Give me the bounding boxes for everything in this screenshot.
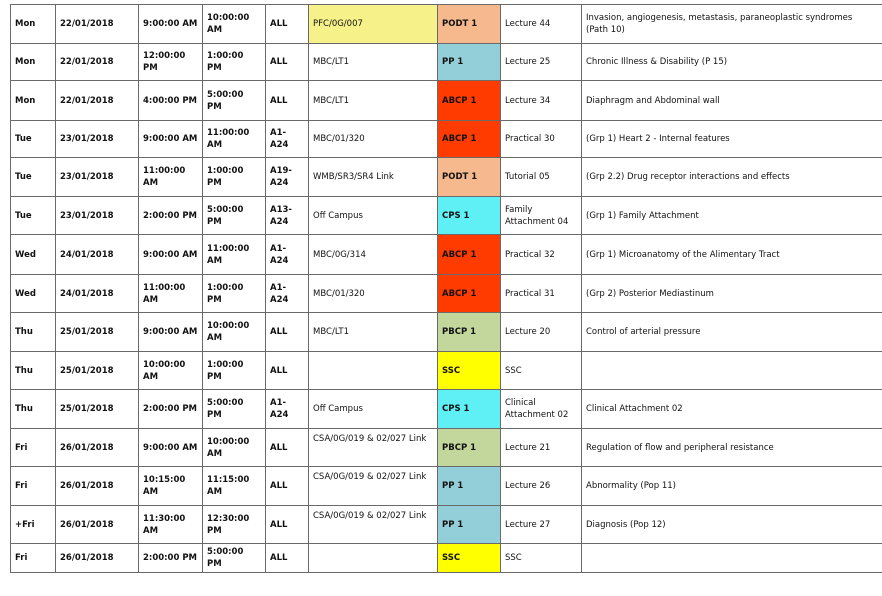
module-code-cell: PP 1	[438, 506, 501, 544]
table-row	[11, 81, 882, 121]
activity-cell: Tutorial 05	[501, 158, 582, 197]
start-time-cell: 9:00:00 AM	[139, 121, 203, 158]
topic-cell: (Grp 1) Heart 2 - Internal features	[582, 121, 882, 158]
start-time-cell: 11:30:00 AM	[139, 506, 203, 544]
timetable-body	[11, 5, 882, 573]
end-time-cell: 1:00:00 PM	[203, 275, 266, 313]
activity-cell: Lecture 34	[501, 81, 582, 121]
start-time-cell: 2:00:00 PM	[139, 390, 203, 429]
topic-cell: Diaphragm and Abdominal wall	[582, 81, 882, 121]
activity-cell: Lecture 21	[501, 429, 582, 467]
group-cell: A19- A24	[266, 158, 309, 197]
activity-cell: Lecture 27	[501, 506, 582, 544]
group-cell: ALL	[266, 81, 309, 121]
timetable	[10, 4, 882, 573]
table-row	[11, 506, 882, 544]
topic-cell: Diagnosis (Pop 12)	[582, 506, 882, 544]
room-cell: MBC/LT1	[309, 81, 438, 121]
end-time-cell: 5:00:00 PM	[203, 544, 266, 573]
day-cell: Wed	[11, 275, 56, 313]
start-time-cell: 12:00:00 PM	[139, 44, 203, 81]
table-row	[11, 390, 882, 429]
end-time-cell: 1:00:00 PM	[203, 44, 266, 81]
group-cell: ALL	[266, 352, 309, 390]
topic-cell	[582, 352, 882, 390]
start-time-cell: 9:00:00 AM	[139, 235, 203, 275]
room-cell: PFC/0G/007	[309, 5, 438, 44]
date-cell: 22/01/2018	[56, 5, 139, 44]
day-cell: Fri	[11, 429, 56, 467]
room-cell: CSA/0G/019 & 02/027 Link	[309, 506, 438, 544]
activity-cell: Family Attachment 04	[501, 197, 582, 235]
date-cell: 24/01/2018	[56, 275, 139, 313]
end-time-cell: 12:30:00 PM	[203, 506, 266, 544]
group-cell: ALL	[266, 544, 309, 573]
table-row	[11, 197, 882, 235]
table-row	[11, 429, 882, 467]
topic-cell: Abnormality (Pop 11)	[582, 467, 882, 506]
topic-cell: (Grp 2.2) Drug receptor interactions and effects	[582, 158, 882, 197]
group-cell: ALL	[266, 44, 309, 81]
topic-cell: (Grp 1) Family Attachment	[582, 197, 882, 235]
activity-cell: Practical 30	[501, 121, 582, 158]
module-code-cell: PODT 1	[438, 158, 501, 197]
activity-cell: Lecture 26	[501, 467, 582, 506]
end-time-cell: 5:00:00 PM	[203, 81, 266, 121]
day-cell: Wed	[11, 235, 56, 275]
table-row	[11, 235, 882, 275]
room-cell	[309, 544, 438, 573]
group-cell: A1- A24	[266, 121, 309, 158]
date-cell: 22/01/2018	[56, 44, 139, 81]
topic-cell: (Grp 1) Microanatomy of the Alimentary Tract	[582, 235, 882, 275]
end-time-cell: 1:00:00 PM	[203, 158, 266, 197]
group-cell: ALL	[266, 506, 309, 544]
table-row	[11, 352, 882, 390]
end-time-cell: 1:00:00 PM	[203, 352, 266, 390]
day-cell: Fri	[11, 544, 56, 573]
topic-cell: Chronic Illness & Disability (P 15)	[582, 44, 882, 81]
end-time-cell: 5:00:00 PM	[203, 197, 266, 235]
date-cell: 26/01/2018	[56, 506, 139, 544]
start-time-cell: 10:15:00 AM	[139, 467, 203, 506]
day-cell: Tue	[11, 121, 56, 158]
day-cell: Mon	[11, 5, 56, 44]
start-time-cell: 2:00:00 PM	[139, 197, 203, 235]
activity-cell: Clinical Attachment 02	[501, 390, 582, 429]
group-cell: A1- A24	[266, 390, 309, 429]
table-row	[11, 313, 882, 352]
end-time-cell: 5:00:00 PM	[203, 390, 266, 429]
table-row	[11, 121, 882, 158]
activity-cell: Practical 32	[501, 235, 582, 275]
room-cell: MBC/01/320	[309, 121, 438, 158]
module-code-cell: ABCP 1	[438, 275, 501, 313]
start-time-cell: 10:00:00 AM	[139, 352, 203, 390]
group-cell: A13- A24	[266, 197, 309, 235]
module-code-cell: PP 1	[438, 44, 501, 81]
day-cell: Mon	[11, 44, 56, 81]
module-code-cell: PP 1	[438, 467, 501, 506]
end-time-cell: 11:00:00 AM	[203, 235, 266, 275]
topic-cell	[582, 544, 882, 573]
start-time-cell: 9:00:00 AM	[139, 5, 203, 44]
start-time-cell: 9:00:00 AM	[139, 313, 203, 352]
day-cell: Thu	[11, 352, 56, 390]
activity-cell: Lecture 44	[501, 5, 582, 44]
group-cell: ALL	[266, 429, 309, 467]
date-cell: 25/01/2018	[56, 390, 139, 429]
date-cell: 26/01/2018	[56, 544, 139, 573]
module-code-cell: PBCP 1	[438, 313, 501, 352]
activity-cell: SSC	[501, 544, 582, 573]
start-time-cell: 9:00:00 AM	[139, 429, 203, 467]
module-code-cell: SSC	[438, 352, 501, 390]
table-row	[11, 275, 882, 313]
table-row	[11, 467, 882, 506]
group-cell: A1- A24	[266, 235, 309, 275]
start-time-cell: 4:00:00 PM	[139, 81, 203, 121]
date-cell: 25/01/2018	[56, 352, 139, 390]
module-code-cell: PODT 1	[438, 5, 501, 44]
date-cell: 23/01/2018	[56, 197, 139, 235]
start-time-cell: 11:00:00 AM	[139, 158, 203, 197]
group-cell: A1- A24	[266, 275, 309, 313]
date-cell: 25/01/2018	[56, 313, 139, 352]
room-cell	[309, 352, 438, 390]
topic-cell: Control of arterial pressure	[582, 313, 882, 352]
day-cell: +Fri	[11, 506, 56, 544]
room-cell: CSA/0G/019 & 02/027 Link	[309, 429, 438, 467]
topic-cell: Regulation of flow and peripheral resistance	[582, 429, 882, 467]
day-cell: Tue	[11, 158, 56, 197]
day-cell: Mon	[11, 81, 56, 121]
room-cell: Off Campus	[309, 197, 438, 235]
module-code-cell: CPS 1	[438, 390, 501, 429]
date-cell: 22/01/2018	[56, 81, 139, 121]
date-cell: 23/01/2018	[56, 121, 139, 158]
room-cell: MBC/01/320	[309, 275, 438, 313]
room-cell: Off Campus	[309, 390, 438, 429]
date-cell: 26/01/2018	[56, 429, 139, 467]
room-cell: MBC/LT1	[309, 313, 438, 352]
room-cell: MBC/0G/314	[309, 235, 438, 275]
activity-cell: Practical 31	[501, 275, 582, 313]
group-cell: ALL	[266, 467, 309, 506]
start-time-cell: 11:00:00 AM	[139, 275, 203, 313]
end-time-cell: 10:00:00 AM	[203, 429, 266, 467]
module-code-cell: CPS 1	[438, 197, 501, 235]
end-time-cell: 11:15:00 AM	[203, 467, 266, 506]
room-cell: WMB/SR3/SR4 Link	[309, 158, 438, 197]
module-code-cell: ABCP 1	[438, 81, 501, 121]
activity-cell: SSC	[501, 352, 582, 390]
table-row	[11, 158, 882, 197]
activity-cell: Lecture 25	[501, 44, 582, 81]
end-time-cell: 11:00:00 AM	[203, 121, 266, 158]
room-cell: CSA/0G/019 & 02/027 Link	[309, 467, 438, 506]
activity-cell: Lecture 20	[501, 313, 582, 352]
date-cell: 24/01/2018	[56, 235, 139, 275]
module-code-cell: ABCP 1	[438, 121, 501, 158]
start-time-cell: 2:00:00 PM	[139, 544, 203, 573]
group-cell: ALL	[266, 5, 309, 44]
room-cell: MBC/LT1	[309, 44, 438, 81]
topic-cell: Clinical Attachment 02	[582, 390, 882, 429]
date-cell: 23/01/2018	[56, 158, 139, 197]
topic-cell: (Grp 2) Posterior Mediastinum	[582, 275, 882, 313]
day-cell: Thu	[11, 313, 56, 352]
day-cell: Thu	[11, 390, 56, 429]
end-time-cell: 10:00:00 AM	[203, 5, 266, 44]
group-cell: ALL	[266, 313, 309, 352]
table-row	[11, 44, 882, 81]
module-code-cell: PBCP 1	[438, 429, 501, 467]
topic-cell: Invasion, angiogenesis, metastasis, paraneoplastic syndromes (Path 10)	[582, 5, 882, 44]
date-cell: 26/01/2018	[56, 467, 139, 506]
day-cell: Fri	[11, 467, 56, 506]
module-code-cell: SSC	[438, 544, 501, 573]
end-time-cell: 10:00:00 AM	[203, 313, 266, 352]
table-row	[11, 544, 882, 573]
module-code-cell: ABCP 1	[438, 235, 501, 275]
day-cell: Tue	[11, 197, 56, 235]
table-row	[11, 5, 882, 44]
